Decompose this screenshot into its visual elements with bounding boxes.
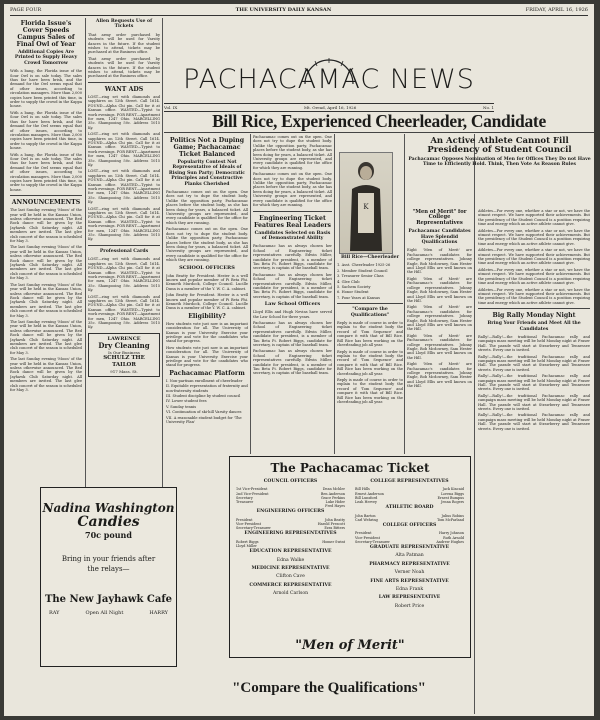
column-rule [404, 134, 405, 454]
ticket-section-heading: MEDICINE REPRESENTATIVE [251, 566, 330, 572]
column-rule [250, 134, 251, 454]
professional-cards-headline: Professional Cards [99, 248, 149, 254]
ticket-cell: Andrew Hughes [436, 539, 464, 544]
rally-subhead: Bring Your Friends and Meet All the Candidates [487, 321, 581, 332]
ticket-candidate: Robert Price [394, 603, 425, 609]
qualification-item: 7. Four Years at Kansas [337, 295, 380, 300]
candy-cafe-ad [40, 487, 177, 667]
ticket-cell: Harry Johnson [439, 531, 464, 536]
ticket-cell: Ernest Bumpus [437, 495, 464, 500]
ticket-section-heading: ENGINEERING OFFICERS [256, 509, 325, 515]
ticket-cell: Jenna Rogers [441, 500, 464, 505]
announcements-body: The last Sunday evening 'Moon' of the year will be held in the Kansas Union, unless otherwise announced. The Bed Rock dance will be given by the Jayhawk Club Saturday night. All members are invited. The last glee club concert of the season is scheduled for May 3. [10, 282, 82, 318]
rice-qualifications-list [337, 263, 403, 300]
qualification-item: 1. Asst. Cheerleader 1925-26 [337, 263, 391, 268]
athlete-headline: An Active Athlete Cannot Fill Presidency of Student Council [427, 136, 572, 155]
athlete-body: Athletes—For every one, whether a star or not, we have the utmost respect. We have supported their achievements. But the presidency of the Student Council is a position requiring time and energy which an active athlete cannot give. [478, 287, 590, 305]
tailor-ad-name: SCHULZ THE TAILOR [103, 354, 145, 368]
engineering-officers-list [236, 518, 345, 531]
folio-center: THE UNIVERSITY DAILY KANSAN [235, 7, 332, 13]
ticket-cell: Homer Swint [322, 539, 345, 544]
ticket-right-column [355, 478, 464, 612]
men-of-merit-body: Eight 'Men of Merit' are Pachacamac's candidates for college representatives. Johnny Engle, Bob Mcdowney, Sam Hester and Lloyd Ellis are well known on the Hill. [407, 248, 472, 275]
cafe-details [41, 606, 176, 620]
athlete-body: Athletes—For every one, whether a star or not, we have the utmost respect. We have supported their achievements. But the presidency of the Student Council is a position requiring time and energy which an active athlete cannot give. [478, 209, 590, 227]
ticket-cell: John Barton [355, 513, 376, 518]
ticket-cell: President [236, 517, 253, 522]
tailor-ad [88, 333, 160, 377]
men-of-merit-body: Eight 'Men of Merit' are Pachacamac's candidates for college representatives. Johnny Engle, Bob Mcdowney, Sam Hester and Lloyd Ellis are well known on the Hill. [407, 333, 472, 360]
column-5 [337, 254, 403, 454]
engineering-body: Pachacamac has as always chosen her School of Engineering ticket representatives carefully. Edwin Miller, candidate for president, is a member of Tau Beta Pi. Robert Biggs, candidate for secretary, is captain of the baseball team. [253, 272, 332, 299]
ticket-cell: Treasurer [236, 500, 254, 505]
volume: Vol. IX [164, 105, 178, 110]
ticket-section-heading: COLLEGE OFFICERS [382, 523, 437, 529]
ticket-cell: Bill Lunsford [355, 495, 378, 500]
eligibility-headline: Eligibility? [188, 312, 226, 320]
photo-caption: Bill Rice—Cheerleader [340, 255, 400, 260]
ticket-cell: Luke Hider [325, 500, 345, 505]
compare-body: Reply is made of course in order to explain to the student body the record of 'Tom Sequence' and compare it with that of Bill Rice. Bill Rice has been working on the cheerleading job all year. [337, 377, 403, 404]
platform-item: III. Student discipline by student council [166, 394, 241, 399]
announcements-headline: ANNOUNCEMENTS [11, 199, 81, 207]
ticket-cell: Secretary-Treasurer [355, 539, 390, 544]
ticket-cell: 1st Vice-President [236, 487, 268, 492]
divider [337, 303, 403, 304]
athlete-body: Athletes—For every one, whether a star or not, we have the utmost respect. We have supported their achievements. But the presidency of the Student Council is a position requiring time and energy which an active athlete cannot give. [478, 228, 590, 246]
divider [253, 211, 332, 212]
candy-ad-body: Bring in your friends after the relays— [61, 555, 156, 573]
divider [88, 82, 160, 83]
tickets-headline: Allen Requests Use of Tickets [95, 19, 153, 30]
ticket-cell: Secretary-Treasurer [236, 526, 271, 531]
cafe-name: The New Jayhawk Cafe [44, 594, 173, 605]
men-of-merit-headline: "Men of Merit" for College Representatives [412, 209, 467, 226]
ticket-cell: Vice-President [355, 535, 380, 540]
tailor-ad-address: 917 Mass. St. [110, 368, 138, 374]
engineering-body: Pachacamac has as always chosen her School of Engineering ticket representatives carefully. Edwin Miller, candidate for president, is a member of Tau Beta Pi. Robert Biggs, candidate for secretary, is captain of the baseball team. [253, 321, 332, 348]
ticket-section-heading: EDUCATION REPRESENTATIVE [249, 549, 332, 555]
compare-headline: "Compare the Qualifications" [350, 307, 390, 318]
column-rule [85, 18, 86, 488]
ticket-cell: Dean Mchler [322, 487, 345, 492]
rally-headline: Big Rally Monday Night [492, 312, 576, 320]
engineering-reps-list [236, 540, 345, 548]
ticket-candidate: Edna Walke [276, 557, 305, 563]
want-ads-body: LOST—ring set with diamonds and sapphires on 12th Street. Call 1614. FOUND—Alpha Chi pin. Call for it at Kansan office. WANTED—Typist to work evenings. FOR RENT—Apartment for men, 1247 Ohio. MARCELLING 35c. Shampooing 50c. Address 1015 Ky. [88, 132, 160, 167]
ticket-cell: Ruth Arnold [443, 535, 464, 540]
ticket-row [236, 544, 345, 548]
politics-body: Pachacamac comes out on the open. One does not try to dupe the student body. Unlike the opposition party, Pachacamac places before the student body, as she has been doing for years, a balanced ticket. All University groups are represented, and every candidate is qualified for the office for which they are running. [166, 227, 248, 263]
compare-body: Reply is made of course in order to explain to the student body the record of 'Tom Sequence' and compare it with that of Bill Rice. Bill Rice has been working on the cheerleading job all year. [337, 321, 403, 348]
ticket-section-heading: LAW REPRESENTATIVE [378, 595, 441, 601]
rally-body: Rally!—Rally!—the traditional Pachacamac rally and campaign mass meeting will be held Monday night at Fraser Hall. The parade will start at Strawberry and Tennessee streets. Every one is invited. [478, 393, 590, 412]
ticket-row [236, 504, 345, 508]
want-ads-body: LOST—ring set with diamonds and sapphires on 12th Street. Call 1614. FOUND—Alpha Chi pin. Call for it at Kansan office. WANTED—Typist to work evenings. FOR RENT—Apartment for men, 1247 Ohio. MARCELLING 35c. Shampooing 50c. Address 1015 Ky. [88, 294, 160, 330]
ticket-section-heading: COMMERCE REPRESENTATIVE [249, 582, 332, 588]
ticket-cell: Vice-President [236, 522, 261, 527]
college-reps-list [355, 487, 464, 504]
owl-subhead: Additional Copies Are Printed to Supply Heavy Crowd Tomorrow [14, 50, 78, 66]
ticket-row [236, 526, 345, 530]
athlete-story-head [407, 135, 592, 207]
cafe-owner-right: HARRY [149, 610, 168, 616]
qualification-item: 3. Treasurer Senior Class [337, 274, 384, 279]
ticket-row [355, 518, 464, 522]
ticket-row [355, 540, 464, 544]
ticket-cell: Secretary [236, 495, 253, 500]
announcements-body: The last Sunday evening 'Moon' of the year will be held in the Kansas Union, unless otherwise announced. The Bed Rock dance will be given by the Jayhawk Club Saturday night. All members are invited. The last glee club concert of the season is scheduled for May 3. [10, 357, 82, 393]
politics-body: Pachacamac comes out on the open. One does not try to dupe the student body. Unlike the opposition party, Pachacamac places before the student body, as she has been doing for years, a balanced ticket. All University groups are represented, and every candidate is qualified for the office for which they are running. [253, 172, 332, 208]
engineering-body: Pachacamac has as always chosen her School of Engineering ticket representatives carefully. Edwin Miller, candidate for president, is a member of Tau Beta Pi. Robert Biggs, candidate for secretary, is captain of the baseball team. [253, 349, 332, 376]
want-ads-body: LOST—ring set with diamonds and sapphires on 12th Street. Call 1614. FOUND—Alpha Chi pin. Call for it at Kansan office. WANTED—Typist to work evenings. FOR RENT—Apartment for men, 1247 Ohio. MARCELLING 35c. Shampooing 50c. Address 1015 Ky. [88, 169, 160, 205]
rally-body: Rally!—Rally!—the traditional Pachacamac rally and campaign mass meeting will be held Monday night at Fraser Hall. The parade will start at Strawberry and Tennessee streets. Every one is invited. [478, 413, 590, 431]
rally-body: Rally!—Rally!—the traditional Pachacamac rally and campaign mass meeting will be held Monday night at Fraser Hall. The parade will start at Strawberry and Tennessee streets. Every one is invited. [478, 334, 590, 353]
ticket-candidate: Edna Frank [395, 587, 424, 593]
owl-body: With a bang, the Florida issue of the Sour Owl is on sale today. The sales thus far have been brisk, and the demand for the Owl seems equal that of other issues, according to circulation managers. More than 2,000 copies have been printed this time, in order to supply the crowd in the Kappa house. [10, 152, 82, 192]
announcements-body: The last Sunday evening 'Moon' of the year will be held in the Kansas Union, unless otherwise announced. The Bed Rock dance will be given by the Jayhawk Club Saturday night. All members are invited. The last glee club concert of the season is scheduled for May 3. [10, 245, 82, 281]
ticket-cell: Tom McFarland [437, 517, 464, 522]
school-officers-headline: SCHOOL OFFICERS [179, 264, 235, 271]
want-ads-body: LOST—ring set with diamonds and sapphires on 12th Street. Call 1614. FOUND—Alpha Chi pin. Call for it at Kansan office. WANTED—Typist to work evenings. FOR RENT—Apartment for men, 1247 Ohio. MARCELLING 35c. Shampooing 50c. Address 1015 Ky. [88, 94, 160, 130]
column-4 [253, 135, 332, 453]
men-of-merit-body: Eight 'Men of Merit' are Pachacamac's candidates for college representatives. Johnny Engle, Bob Mcdowney, Sam Hester and Lloyd Ellis are well known on the Hill. [407, 276, 472, 303]
footer-slogan: "Compare the Qualifications" [232, 680, 426, 696]
column-6 [478, 209, 590, 714]
school-officers-body: John Beatty for President. Hester is a well known and popular member of Pi Beta Phi. Kenneth Murdock, College Council. Lucille Dunn is a member of the Y. W. C. A. cabinet. [166, 273, 248, 291]
rally-body: Rally!—Rally!—the traditional Pachacamac rally and campaign mass meeting will be held Monday night at Fraser Hall. The parade will start at Strawberry and Tennessee streets. Every one is invited. [478, 374, 590, 392]
pachacamac-ticket-box [229, 456, 471, 658]
platform-headline: Pachacamac Platform [169, 369, 245, 377]
ticket-cell: Lloyd Miller [236, 544, 257, 549]
divider [478, 308, 590, 309]
ticket-candidate: Alta Patman [395, 553, 424, 559]
ticket-cell: Harold Prescott [317, 522, 345, 527]
want-ads-body: LOST—ring set with diamonds and sapphires on 12th Street. Call 1614. FOUND—Alpha Chi pin. Call for it at Kansan office. WANTED—Typist to work evenings. FOR RENT—Apartment for men, 1247 Ohio. MARCELLING 35c. Shampooing 50c. Address 1015 Ky. [88, 257, 160, 293]
ticket-section-heading: COUNCIL OFFICERS [263, 479, 318, 484]
column-rule [334, 134, 335, 454]
divider [10, 195, 82, 196]
platform-item: VII. A reasonable student budget for 'The University Plan' [166, 415, 242, 425]
ticket-cell: Jack Kincaid [442, 487, 464, 492]
ticket-candidate: Clifton Cave [276, 574, 305, 580]
ticket-cell: Ernest Anderson [355, 491, 384, 496]
tickets-body: That army order purchased by students will be used for Varsity dances in the future. If the student wishes to attend, tickets may be purchased at the Business office. [88, 32, 160, 55]
platform-item: VI. Continuation of ski-hill Varsity dances [166, 410, 242, 415]
ticket-section-heading: COLLEGE REPRESENTATIVES [370, 479, 449, 484]
cheerleader-photo [339, 152, 393, 254]
announcements-body: The last Sunday evening 'Moon' of the year will be held in the Kansas Union, unless otherwise announced. The Bed Rock dance will be given by the Jayhawk Club Saturday night. All members are invited. The last glee club concert of the season is scheduled for May 3. [10, 208, 82, 244]
compare-body: Reply is made of course in order to explain to the student body the record of 'Tom Sequence' and compare it with that of Bill Rice. Bill Rice has been working on the cheerleading job all year. [337, 349, 403, 376]
ticket-left-column [236, 478, 345, 612]
law-officers-body: Lloyd Ellis and Hugh Nevins have served the Law School for three years. [253, 310, 332, 319]
platform-list [166, 379, 248, 425]
platform-item: II. Equitable representation of fraternity and non-fraternity students [166, 384, 248, 393]
college-officers-list [355, 531, 464, 544]
politics-subhead: Popularity Contest Not Representative of Ideals of Rising Sun Party; Democratic Principles and Constructive Planks Cherished [168, 160, 246, 187]
cafe-hours: Open All Night [85, 610, 124, 616]
ticket-section-heading: ENGINEERING REPRESENTATIVES [244, 531, 337, 537]
qualification-item: 2. Member Student Council [337, 268, 388, 273]
ticket-cell: 2nd Vice-President [236, 491, 269, 496]
ticket-cell: Grace Perkins [320, 495, 345, 500]
men-of-merit-body: Eight 'Men of Merit' are Pachacamac's candidates for college representatives. Johnny Engle, Bob Mcdowney, Sam Hester and Lloyd Ellis are well known on the Hill. [407, 305, 472, 332]
date: Mt. Oread, April 16, 1926 [303, 105, 357, 110]
ticket-row [355, 500, 464, 504]
banner-headline: Bill Rice, Experienced Cheerleader, Candidate [212, 111, 546, 131]
platform-item: V. Sunday tennis [166, 404, 197, 409]
politics-body: Pachacamac comes out on the open. One does not try to dupe the student body. Unlike the opposition party, Pachacamac places before the student body, as she has been doing for years, a balanced ticket. All University groups are represented, and every candidate is qualified for the office for which they are running. [166, 190, 248, 225]
eligibility-body: How students vote just now is an important consideration for all. The University of Kansas is your University. Exercise your privilege and vote for the candidates who stand for progress. [166, 345, 248, 368]
masthead-title: PACHACAMAC NEWS [183, 64, 475, 95]
athlete-body: Athletes—For every one, whether a star or not, we have the utmost respect. We have supported their achievements. But the presidency of the Student Council is a position requiring time and energy which an active athlete cannot give. [478, 267, 590, 286]
tickets-body: That army order purchased by students will be used for Varsity dances in the future. If the student wishes to attend, tickets may be purchased at the Business office. [88, 56, 160, 79]
ticket-cell: Lorena Biggs [441, 491, 464, 496]
men-of-merit-body: Eight 'Men of Merit' are Pachacamac's candidates for college representatives. Johnny Engle, Bob Mcdowney, Sam Hester and Lloyd Ellis are well known on the Hill. [407, 362, 472, 389]
column-3 [166, 135, 248, 453]
column-5b [407, 209, 472, 454]
ticket-candidate: Verner Noah [394, 570, 425, 576]
candy-price: 70c pound [85, 530, 132, 540]
engineering-subhead: Candidates Selected on Basis of Demonstrated Ability [254, 230, 331, 241]
school-officers-body: John Beatty for President. Hester is a well known and popular member of Pi Beta Phi. Kenneth Murdock, College Council. Lucille Dunn is a member of the Y. W. C. A. cabinet. [166, 293, 248, 311]
ticket-section-heading: PHARMACY REPRESENTATIVE [369, 561, 450, 567]
ticket-cell: Ezra Bitters [324, 526, 345, 531]
qualification-item: 4. Glee Club [337, 279, 360, 284]
eligibility-body: How students vote just now is an important consideration for all. The University of Kansas is your University. Exercise your privilege and vote for the candidates who stand for progress. [166, 321, 248, 344]
ticket-cell: Fred Hayes [325, 504, 345, 509]
engineering-headline: Engineering Ticket Features Real Leaders [253, 214, 332, 229]
ticket-candidate: Arnold Carlson [272, 591, 309, 597]
ticket-title: The Pachacamac Ticket [270, 461, 430, 475]
ticket-cell: Leah Hervey [355, 500, 377, 505]
ticket-cell: Ben Anderson [320, 491, 345, 496]
divider [88, 245, 160, 246]
ticket-section-heading: FINE ARTS REPRESENTATIVE [370, 578, 449, 584]
candy-brand-line2: Candies [77, 514, 140, 530]
issue-number: No. 1 [483, 105, 494, 110]
column-rule [162, 18, 163, 488]
want-ads-headline: WANT ADS [104, 85, 144, 93]
owl-headline: Florida Issue's Cover Speeds Campus Sales of Final Owl of Year [16, 20, 76, 48]
athlete-body: Athletes—For every one, whether a star or not, we have the utmost respect. We have supported their achievements. But the presidency of the Student Council is a position requiring time and energy which an active athlete cannot give. [478, 248, 590, 266]
platform-item: I. Non-partisan enrollment of cheerleader [166, 378, 243, 383]
folio-line [10, 7, 588, 16]
ticket-cell: Bill Hills [355, 487, 370, 492]
qualification-item: 5. Sachem Society [337, 285, 371, 290]
folio-left: PAGE FOUR [10, 7, 42, 13]
platform-item: IV. Lower student fees [166, 399, 207, 404]
column-2 [88, 18, 160, 488]
tailor-ad-line: LAWRENCE [107, 335, 141, 342]
ticket-section-heading: GRADUATE REPRESENTATIVE [369, 545, 450, 551]
folio-right: FRIDAY, APRIL 16, 1926 [525, 7, 588, 13]
ticket-cell: Robert Biggs [236, 539, 259, 544]
engineering-body: Pachacamac has as always chosen her School of Engineering ticket representatives carefully. Edwin Miller, candidate for president, is a member of Tau Beta Pi. Robert Biggs, candidate for secretary, is captain of the baseball team. [253, 244, 332, 271]
svg-text:K: K [363, 203, 369, 211]
athlete-subhead: Pachacamac Opposes Nomination of Men for Offices They Do not Have Time to Efficiently Hold. Think, Then Vote As Reason Rules [408, 157, 591, 168]
column-1 [10, 18, 82, 488]
law-officers-headline: Law School Officers [264, 301, 321, 308]
rally-body: Rally!—Rally!—the traditional Pachacamac rally and campaign mass meeting will be held Monday night at Fraser Hall. The parade will start at Strawberry and Tennessee streets. Every one is invited. [478, 354, 590, 372]
banner-rule [164, 132, 594, 133]
newspaper-page [4, 4, 594, 716]
athletic-board-list [355, 514, 464, 522]
announcements-body: The last Sunday evening 'Moon' of the year will be held in the Kansas Union, unless otherwise announced. The Bed Rock dance will be given by the Jayhawk Club Saturday night. All members are invited. The last glee club concert of the season is scheduled for May 3. [10, 319, 82, 355]
ticket-cell: Julius Robins [441, 513, 464, 518]
candy-brand: Nadina Washington [42, 501, 175, 515]
owl-body: With a bang, the Florida issue of the Sour Owl is on sale today. The sales thus far have been brisk, and the demand for the Owl seems equal that of other issues, according to circulation managers. More than 2,000 copies have been printed this time, in order to supply the crowd in the Kappa house. [10, 69, 82, 109]
column-rule [474, 134, 475, 714]
portrait-image [340, 153, 392, 253]
politics-body: Pachacamac comes out on the open. One does not try to dupe the student body. Unlike the opposition party, Pachacamac places before the student body, as she has been doing for years, a balanced ticket. All University groups are represented, and every candidate is qualified for the office for which they are running. [253, 135, 332, 170]
politics-headline: Politics Not a Duping Game; Pachacamac Ticket Balanced [169, 137, 245, 158]
owl-body: With a bang, the Florida issue of the Sour Owl is on sale today. The sales thus far have been brisk, and the demand for the Owl seems equal that of other issues, according to circulation managers. More than 2,000 copies have been printed this time, in order to supply the crowd in the Kappa house. [10, 110, 82, 151]
masthead [164, 56, 494, 104]
ticket-section-heading: ATHLETIC BOARD [385, 505, 434, 511]
ticket-slogan: "Men of Merit" [295, 638, 405, 653]
council-officers-list [236, 487, 345, 508]
cafe-owner-left: RAY [49, 610, 60, 616]
men-of-merit-subhead: Pachacamac Candidates Have Splendid Qualifications [408, 229, 471, 246]
ticket-cell: Carl Wehring [355, 517, 378, 522]
tailor-ad-line: Is Our Business [108, 349, 140, 355]
ticket-cell: John Beatty [324, 517, 345, 522]
ticket-cell: President [355, 531, 372, 536]
qualification-item: 6. Honor Student [337, 290, 369, 295]
tailor-ad-line: Dry Cleaning [98, 340, 150, 350]
want-ads-body: LOST—ring set with diamonds and sapphires on 12th Street. Call 1614. FOUND—Alpha Chi pin. Call for it at Kansan office. WANTED—Typist to work evenings. FOR RENT—Apartment for men, 1247 Ohio. MARCELLING 35c. Shampooing 50c. Address 1015 Ky. [88, 206, 160, 242]
